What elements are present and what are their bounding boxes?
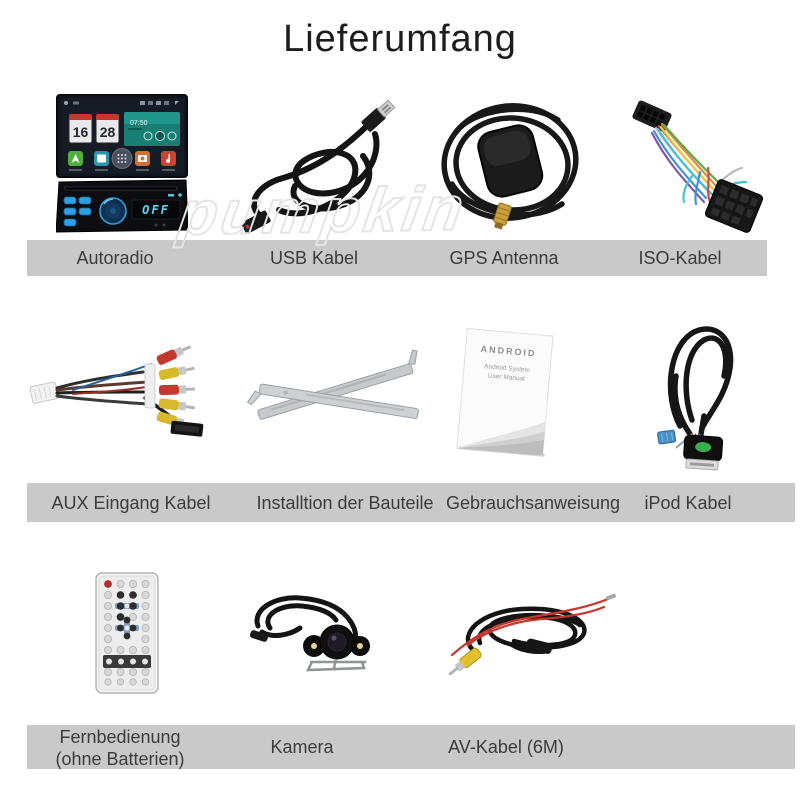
svg-text:07:50: 07:50: [130, 120, 148, 127]
aux-junction: [145, 364, 155, 408]
label-autoradio: Autoradio: [76, 248, 154, 268]
label-fernbedienung: Fernbedienung (ohne Batterien): [55, 727, 185, 769]
av-cable-photo: [438, 585, 628, 685]
row3-label-bar: [27, 725, 795, 769]
svg-text:ANDROID: ANDROID: [480, 343, 537, 359]
gps-antenna-photo: [432, 92, 592, 242]
gps-antenna-puck: [475, 122, 545, 200]
remote-control-photo: [95, 572, 159, 694]
svg-text:User Manual: User Manual: [487, 372, 525, 383]
svg-text:Android System: Android System: [483, 363, 531, 375]
page-title: Lieferumfang: [283, 18, 517, 60]
label-iso-kabel: ISO-Kabel: [638, 248, 722, 268]
radio-flip-screen: [57, 95, 187, 177]
aux-wires: [57, 364, 175, 420]
av-yellow-rca: [446, 647, 483, 679]
radio-faceplate: [56, 180, 188, 232]
label-kamera: Kamera: [270, 737, 334, 757]
svg-text:28: 28: [99, 124, 116, 140]
usb-cable-coil: [254, 120, 376, 218]
aux-usb-female: [170, 421, 203, 437]
radio-lcd: [132, 200, 180, 219]
label-aux-kabel: AUX Eingang Kabel: [51, 492, 211, 513]
manual-booklet: [457, 329, 555, 457]
label-gps-antenna: GPS Antenna: [449, 248, 559, 268]
autoradio-photo: [56, 94, 188, 234]
remote-power-button: [104, 580, 112, 588]
volume-knob: [100, 198, 126, 224]
ipod-dock-connector: [683, 435, 723, 471]
camera-photo: [248, 588, 373, 683]
ipod-blue-connector: [657, 430, 676, 444]
row2-label-bar: [27, 483, 795, 522]
iso-cable-photo: [622, 98, 772, 243]
svg-text:OFF: OFF: [142, 203, 170, 217]
usb-cable-photo: [235, 90, 405, 250]
media-widget: [124, 112, 180, 146]
row1-label-bar: [27, 240, 767, 276]
label-installation: Installtion der Bauteile: [256, 492, 434, 513]
iso-connector-large: [704, 178, 763, 233]
ipod-cable-coil: [671, 329, 731, 440]
svg-text:16: 16: [72, 124, 89, 140]
aux-white-connector: [30, 382, 59, 404]
label-ipod-kabel: iPod Kabel: [644, 492, 732, 513]
date-tile-left: [69, 114, 92, 143]
pumpkin-watermark: pumpkin: [174, 174, 472, 249]
av-red-terminal: [606, 593, 617, 600]
usb-male-connector: [361, 99, 396, 133]
label-av-kabel: AV-Kabel (6M): [448, 737, 564, 757]
camera-head: [303, 625, 370, 670]
label-gebrauchsanweisung: Gebrauchsanweisung: [445, 492, 621, 513]
aux-rca-plugs: [156, 342, 196, 430]
date-tile-right: [96, 114, 119, 143]
label-usb-kabel: USB Kabel: [269, 248, 359, 268]
camera-bracket: [308, 659, 366, 670]
installation-keys-photo: [245, 338, 430, 438]
ipod-cable-photo: [646, 316, 768, 474]
manual-photo: [452, 326, 562, 461]
aux-cable-photo: [25, 332, 225, 442]
